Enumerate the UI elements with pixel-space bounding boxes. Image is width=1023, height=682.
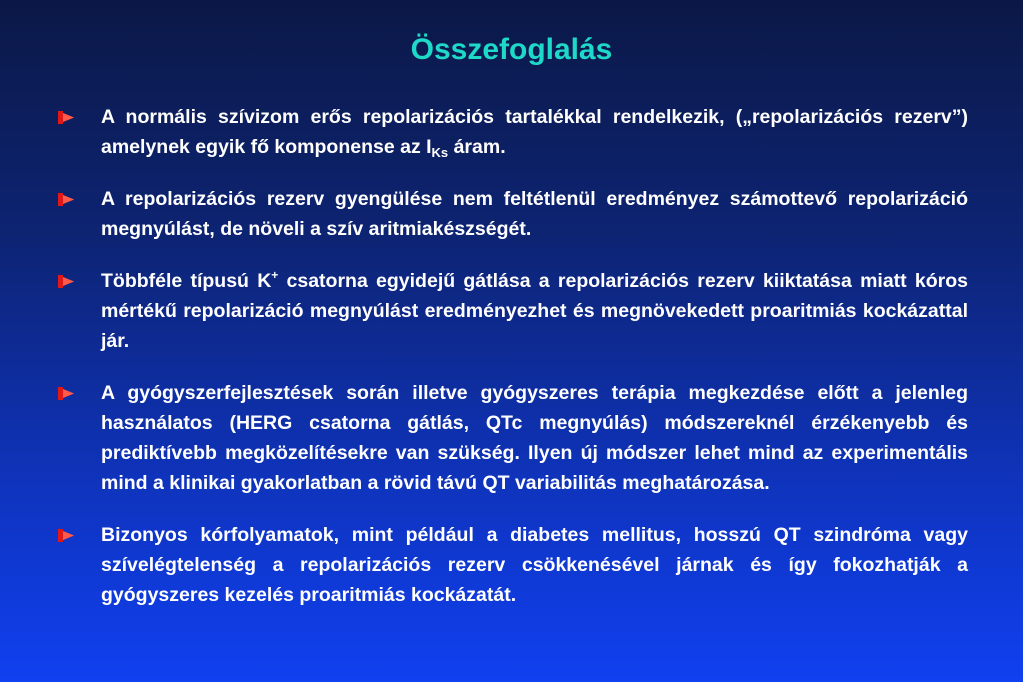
bullet-text-4: A gyógyszerfejlesztések során illetve gyógyszeres terápia megkezdése előtt a jelenleg használatos (HERG csatorna gátlás, QTc megnyúlás) módszereknél érzékenyebb és prediktívebb megközelítésekre van szükség. Ilyen új módszer lehet mind az experimentális mind a klinikai gyakorlatban a rövid távú QT variabilitás meghatározása. [101,382,968,494]
red-arrow-bullet-icon [58,193,74,206]
bullet-text-5: Bizonyos kórfolyamatok, mint például a diabetes mellitus, hosszú QT szindróma vagy szívelégtelenség a repolarizációs rezerv csökkenésével járnak és így fokozhatják a gyógyszeres kezelés proaritmiás kockázatát. [101,524,968,606]
plus-superscript: + [271,268,279,282]
bullet-list [58,102,968,610]
bullet-text-2: A repolarizációs rezerv gyengülése nem feltétlenül eredményez számottevő repolarizáció megnyúlást, de növeli a szív aritmiakészségét. [101,188,968,240]
bullet-item-2 [58,184,968,244]
red-arrow-bullet-icon [58,275,74,288]
bullet-item-4 [58,378,968,498]
red-arrow-bullet-icon [58,387,74,400]
bullet-text-3: Többféle típusú K+ csatorna egyidejű gátlása a repolarizációs rezerv kiiktatása miatt kóros mértékű repolarizáció megnyúlást eredményezhet és megnövekedett proaritmiás kockázattal jár. [101,268,968,352]
slide-title: Összefoglalás [410,33,613,66]
bullet-item-3 [58,266,968,356]
bullet-item-1 [58,102,968,162]
red-arrow-bullet-icon [58,111,74,124]
ks-subscript: Ks [431,145,449,160]
bullet-item-5 [58,520,968,610]
bullet-text-1: A normális szívizom erős repolarizációs tartalékkal rendelkezik, („repolarizációs rezerv”) amelynek egyik fő komponense az $I_{Ks}$ áram. [101,106,968,160]
red-arrow-bullet-icon [58,529,74,542]
